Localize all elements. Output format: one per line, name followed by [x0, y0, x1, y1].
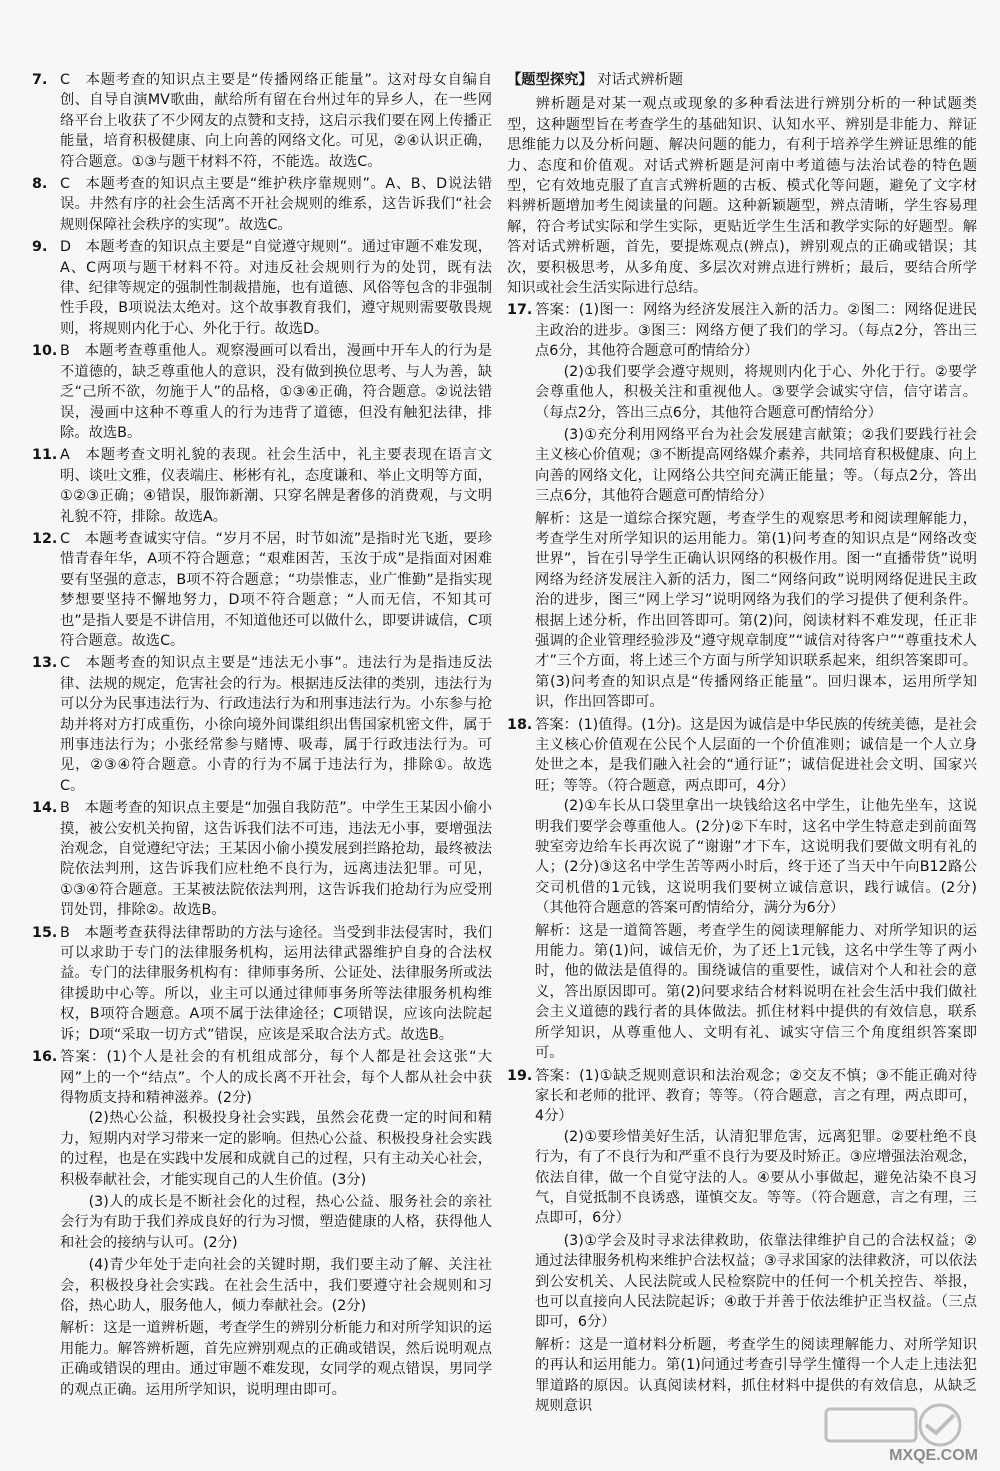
- item-number: 8.: [32, 176, 48, 193]
- answer-item-17: [507, 300, 977, 712]
- answer-item-11: [32, 445, 492, 527]
- answer-paragraph: (2)①我们要学会遵守规则，将规则内化于心、外化于行。②要学会尊重他人，积极关注和重视他人。③要学会诚实守信，信守诺言。（每点2分，答出三点6分，其他符合题意可酌情给分）: [535, 363, 977, 421]
- answer-item-13: [32, 653, 492, 796]
- answer-paragraph: (2)热心公益，积极投身社会实践，虽然会花费一定的时间和精力，短期内对学习带来一定的影响。但热心公益、积极投身社会实践的过程，也是在实践中发展和成就自己的过程，只有主动关心社会，积极奉献社会，才能实现自己的人生价值。(3分): [60, 1110, 492, 1188]
- watermark-text: MXQE.COM: [889, 1447, 978, 1464]
- answer-item-12: [32, 529, 492, 651]
- item-number: 19.: [507, 1067, 533, 1084]
- item-number: 18.: [507, 716, 533, 733]
- answer-item-18: [507, 715, 977, 1064]
- answer-item-7: [32, 70, 492, 172]
- answer-paragraph: (2)①车长从口袋里拿出一块钱给这名中学生，让他先坐车，这说明我们要学会尊重他人。(2分)②下车时，这名中学生特意走到前面驾驶室旁边给车长再次说了“谢谢”才下车，这说明我们要做文明有礼的人；(2分)③这名中学生苦等两小时后，终于还了当天中午向B12路公交司机借的1元钱，这说明我们要树立诚信意识，践行诚信。(2分)（其他符合题意的答案可酌情给分，满分为6分）: [535, 798, 977, 917]
- item-text: C 本题考查的知识点主要是“传播网络正能量”。这对母女自编自创、自导自演MV歌曲，献给所有留在台州过年的异乡人，在一些网络平台上收获了不少网友的点赞和支持，这启示我们要在网上传播正能量，培育积极健康、向上向善的网络文化。可见，②④认识正确，符合题意。①③与题干材料不符，不能选。故选C。: [60, 72, 492, 170]
- item-text: 答案：(1)值得。(1分)。这是因为诚信是中华民族的传统美德，是社会主义核心价值观在公民个人层面的一个价值准则；诚信是一个人立身处世之本，是我们融入社会的“通行证”；诚信促进社会文明、国家兴旺；等等。（符合题意，两点即可，4分）: [535, 716, 977, 794]
- answer-item-10: [32, 341, 492, 443]
- section-title: 对话式辨析题: [597, 72, 684, 88]
- answer-item-14: [32, 798, 492, 920]
- item-text: 答案：(1)图一：网络为经济发展注入新的活力。②图二：网络促进民主政治的进步。③图三：网络方便了我们的学习。（每点2分，答出三点6分，其他符合题意可酌情给分）: [535, 302, 977, 360]
- item-text: C 本题考查诚实守信。“岁月不居，时节如流”是指时光飞逝，要珍惜青春年华，A项不符合题意；“艰难困苦，玉汝于成”是指面对困难要有坚强的意志，B项不符合题意；“功崇惟志，业广惟勤”是指实现梦想要坚持不懈地努力，D项不符合题意；“人而无信，不知其可也”是指人要是不讲信用，不知道他还可以做什么，即要讲诚信，C项符合题意。故选C。: [60, 530, 492, 649]
- item-number: 15.: [32, 924, 58, 941]
- right-column: [507, 70, 977, 1418]
- answer-paragraph: (3)人的成长是不断社会化的过程，热心公益、服务社会的亲社会行为有助于我们养成良好的行为习惯，塑造健康的人格，获得他人和社会的接纳与认可。(2分): [60, 1193, 492, 1251]
- item-text: A 本题考查文明礼貌的表现。社会生活中，礼主要表现在语言文明、谈吐文雅，仪表端庄、彬彬有礼，态度谦和、举止文明等方面，①②③正确；④错误，服饰新潮、只穿名牌是奢侈的消费观，与文明礼貌不符，排除。故选A。: [60, 447, 492, 525]
- item-number: 10.: [32, 343, 58, 360]
- item-number: 14.: [32, 800, 58, 817]
- section-tag: 【题型探究】: [507, 72, 593, 88]
- item-number: 7.: [32, 72, 48, 88]
- item-number: 17.: [507, 302, 533, 319]
- answer-paragraph: (3)①充分利用网络平台为社会发展建言献策；②我们要践行社会主义核心价值观；③不断提高网络媒介素养，共同培育积极健康、向上向善的网络文化，让网络公共空间充满正能量；等。（每点2分，答出三点6分，其他符合题意可酌情给分）: [535, 426, 977, 505]
- item-number: 13.: [32, 655, 58, 672]
- item-number: 12.: [32, 530, 58, 547]
- item-number: 16.: [32, 1049, 58, 1066]
- section-heading: [507, 70, 977, 90]
- item-text: 答案：(1)个人是社会的有机组成部分，每个人都是社会这张“大网”上的一个“结点”。个人的成长离不开社会，每个人都从社会中获得物质支持和精神滋养。(2分): [60, 1049, 492, 1106]
- item-number: 11.: [32, 447, 58, 464]
- answer-item-15: [32, 923, 492, 1045]
- analysis-paragraph: 解析：这是一道简答题，考查学生的阅读理解能力、对所学知识的运用能力。第(1)问，诚信无价，为了还上1元钱，这名中学生等了两小时，他的做法是值得的。围绕诚信的重要性，诚信对个人和社会的意义，答出原因即可。第(2)问要求结合材料说明在社会生活中我们做社会主义道德的践行者的具体做法。抓住材料中提供的有效信息，联系所学知识，从尊重他人、文明有礼、诚实守信三个角度组织答案即可。: [535, 922, 977, 1062]
- analysis-paragraph: 解析：这是一道辨析题，考查学生的辨别分析能力和对所学知识的运用能力。解答辨析题，首先应辨别观点的正确或错误，然后说明观点正确或错误的理由。通过审题不难发现，女同学的观点错误，男同学的观点正确。运用所学知识，说明理由即可。: [60, 1320, 492, 1398]
- analysis-paragraph: 解析：这是一道材料分析题，考查学生的阅读理解能力、对所学知识的再认和运用能力。第(1)问通过考查引导学生懂得一个人走上违法犯罪道路的原因。认真阅读材料，抓住材料中提供的有效信息，从缺乏规则意识: [535, 1336, 977, 1414]
- answer-item-8: [32, 174, 492, 235]
- answer-item-16: [32, 1047, 492, 1400]
- left-column: [32, 70, 492, 1402]
- item-text: B 本题考查的知识点主要是“加强自我防范”。中学生王某因小偷小摸，被公安机关拘留，这告诉我们法不可违，违法无小事，要增强法治观念，自觉遵纪守法；王某因小偷小摸发展到拦路抢劫，最终被法院依法判刑，这告诉我们应杜绝不良行为，远离违法犯罪。可见，①③④符合题意。王某被法院依法判刑，这告诉我们抢劫行为应受刑罚处罚，排除②。故选B。: [60, 800, 492, 919]
- item-text: B 本题考查获得法律帮助的方法与途径。当受到非法侵害时，我们可以求助于专门的法律服务机构，运用法律武器维护自身的合法权益。专门的法律服务机构有：律师事务所、公证处、法律服务所或法律援助中心等。所以，业主可以通过律师事务所等法律服务机构维权，B项符合题意。A项不属于法律途径；C项错误，应该向法院起诉；D项“采取一切方式”错误，应该是采取合法方式。故选B。: [60, 924, 492, 1043]
- item-text: B 本题考查尊重他人。观察漫画可以看出，漫画中开车人的行为是不道德的，缺乏尊重他人的意识，没有做到换位思考、与人为善，缺乏“己所不欲，勿施于人”的品格，①③④正确，符合题意。②说法错误，漫画中这种不尊重人的行为违背了道德，但没有触犯法律，排除。故选B。: [60, 343, 492, 441]
- answer-item-9: [32, 237, 492, 339]
- analysis-paragraph: 解析：这是一道综合探究题，考查学生的观察思考和阅读理解能力，考查学生对所学知识的运用能力。第(1)问考查的知识点是“网络改变世界”，旨在引导学生正确认识网络的积极作用。图一“直播带货”说明网络为经济发展注入新的活力，图二“网络问政”说明网络促进民主政治的进步，图三“网上学习”说明网络为我们的学习提供了便利条件。根据上述分析，作出回答即可。第(2)问，阅读材料不难发现，任正非强调的企业管理经验涉及“遵守规章制度”“诚信对待客户”“尊重技术人才”三个方面，将上述三个方面与所学知识联系起来，组织答案即可。第(3)问考查的知识点是“传播网络正能量”。回归课本，运用所学知识，作出回答即可。: [535, 510, 977, 711]
- item-text: C 本题考查的知识点主要是“维护秩序靠规则”。A、B、D说法错误。井然有序的社会生活离不开社会规则的维系，这告诉我们“社会规则保障社会秩序的实现”。故选C。: [60, 176, 492, 233]
- item-number: 9.: [32, 239, 48, 256]
- answer-paragraph: (4)青少年处于走向社会的关键时期，我们要主动了解、关注社会，积极投身社会实践。在社会生活中，我们要遵守社会规则和习俗，热心助人，服务他人，倾力奉献社会。(2分): [60, 1257, 492, 1314]
- answer-paragraph: (2)①要珍惜美好生活，认清犯罪危害，远离犯罪。②要杜绝不良行为，有了不良行为和严重不良行为要及时矫正。③应增强法治观念，依法自律，做一个自觉守法的人。④要从小事做起，避免沾染不良习气，自觉抵制不良诱惑，谨慎交友。等等。（符合题意，言之有理，三点即可，6分）: [535, 1128, 977, 1227]
- item-text: C 本题考查的知识点主要是“违法无小事”。违法行为是指违反法律、法规的规定，危害社会的行为。根据违反法律的类别，违法行为可以分为民事违法行为、行政违法行为和刑事违法行为。小东参与抢劫并将对方打成重伤，小徐向境外间谍组织出售国家机密文件，属于刑事违法行为；小张经常参与赌博、吸毒，属于行政违法行为。可见，②③④符合题意。小青的行为不属于违法行为，排除①。故选C。: [60, 655, 492, 794]
- item-text: 答案：(1)①缺乏规则意识和法治观念；②交友不慎；③不能正确对待家长和老师的批评、教育；等等。（符合题意，言之有理，两点即可，4分）: [535, 1067, 977, 1125]
- answer-paragraph: (3)①学会及时寻求法律救助，依靠法律维护自己的合法权益；②通过法律服务机构来维护合法权益；③寻求国家的法律救济，可以依法到公安机关、人民法院或人民检察院中的任何一个机关控告、举报，也可以直接向人民法院起诉；④敢于并善于依法维护正当权益。（三点即可，6分）: [535, 1232, 977, 1331]
- intro-paragraph: 辨析题是对某一观点或现象的多种看法进行辨别分析的一种试题类型，这种题型旨在考查学生的基础知识、认知水平、辨别是非能力、辩证思维能力以及分析问题、解决问题的能力，有利于培养学生辨证思维的能力、态度和价值观。对话式辨析题是河南中考道德与法治试卷的特色题型，它有效地克服了直言式辨析题的古板、模式化等问题，避免了文字材料辨析题增加考生阅读量的问题。这种新颖题型，辨点清晰，学生容易理解，符合考试实际和学生实际，更贴近学生生活和教学实际的好题型。解答对话式辨析题，首先，要提炼观点(辨点)，辨别观点的正确或错误；其次，要积极思考，从多角度、多层次对辨点进行辨析；最后，要结合所学知识或社会生活实际进行总结。: [507, 96, 977, 297]
- answer-item-19: [507, 1066, 977, 1417]
- item-text: D 本题考查的知识点主要是“自觉遵守规则”。通过审题不难发现，A、C两项与题干材料不符。对违反社会规则行为的处罚，既有法律、纪律等规定的强制性制裁措施，也有道德、风俗等包含的非强制性手段，B项说法太绝对。这个故事教育我们，遵守规则需要敬畏规则，将规则内化于心、外化于行。故选D。: [60, 239, 492, 337]
